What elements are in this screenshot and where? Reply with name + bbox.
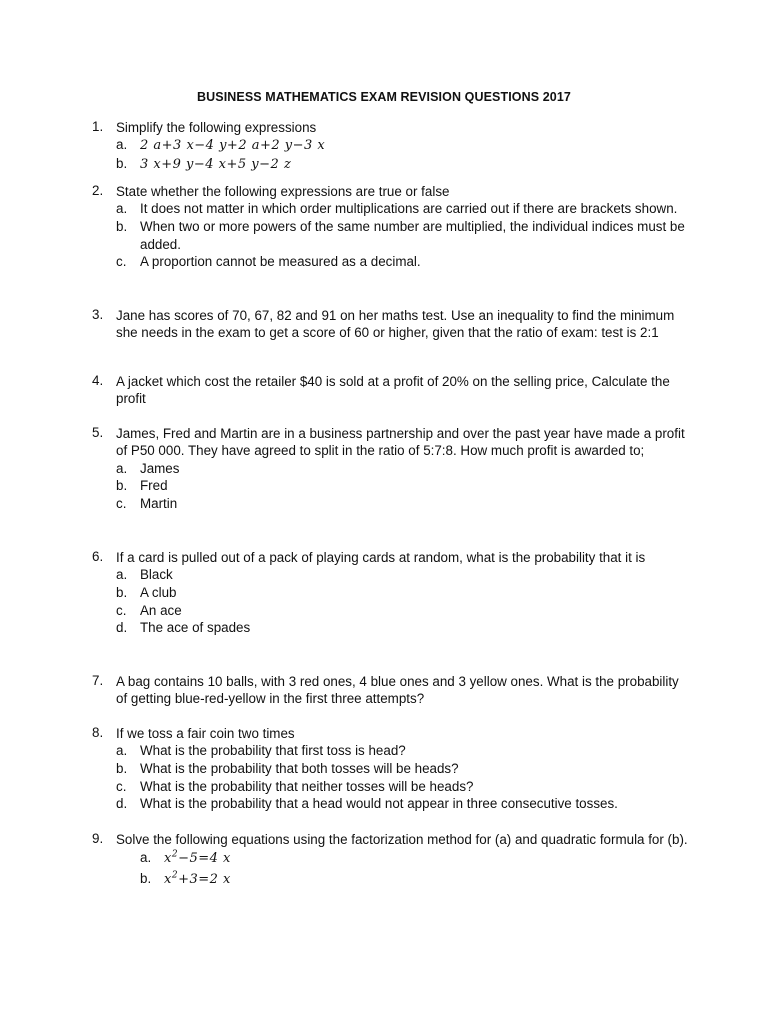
question-text: If we toss a fair coin two times <box>116 726 295 741</box>
question-text: If a card is pulled out of a pack of playing cards at random, what is the probability that it is <box>116 550 646 565</box>
sub-item: a. $x^2-5=4$ x <box>140 850 231 867</box>
expression: 3 x+9 y−4 x+5 y−2 z <box>140 157 292 172</box>
question-text: Solve the following equations using the factorization method for (a) and quadratic formula for (b). <box>116 832 688 847</box>
equation: $x^2+3=2$ x <box>164 871 231 888</box>
page-title: BUSINESS MATHEMATICS EXAM REVISION QUESTIONS 2017 <box>197 90 571 104</box>
question-number: 3. <box>92 307 104 322</box>
question-number: 5. <box>92 425 104 440</box>
expression: 2 a+3 x−4 y+2 a+2 y−3 x <box>140 138 326 154</box>
question-number: 9. <box>92 831 104 846</box>
question-text: Simplify the following expressions <box>116 120 317 135</box>
question-number: 8. <box>92 725 104 740</box>
question-number: 2. <box>92 183 104 198</box>
sub-item: b. 3 x+9 y−4 x+5 y−2 z <box>116 156 292 172</box>
question-1 <box>92 119 692 174</box>
question-6 <box>92 549 692 637</box>
sub-item: b. Fred <box>116 478 168 494</box>
sub-item: b. When two or more powers of the same number are multiplied, the individual indices must be added. <box>116 219 685 252</box>
question-8 <box>92 725 692 813</box>
question-text: State whether the following expressions are true or false <box>116 184 450 199</box>
sub-item: b. What is the probability that both tosses will be heads? <box>116 761 459 776</box>
sub-item: d. What is the probability that a head would not appear in three consecutive tosses. <box>116 796 618 812</box>
question-7 <box>92 673 692 708</box>
sub-item: b. A club <box>116 585 177 600</box>
sub-item: c. An ace <box>116 602 182 618</box>
sub-item: a. It does not matter in which order multiplications are carried out if there are brackets shown. <box>116 201 678 217</box>
sub-item: a. James <box>116 460 180 476</box>
question-text: James, Fred and Martin are in a business partnership and over the past year have made a profit of P50 000. They have agreed to split in the ratio of 5:7:8. How much profit is awarded to; <box>116 426 685 459</box>
sub-item: a. Black <box>116 567 173 583</box>
question-number: 7. <box>92 673 104 688</box>
question-3 <box>92 307 692 342</box>
question-text: A jacket which cost the retailer $40 is sold at a profit of 20% on the selling price, Calculate the profit <box>116 374 670 407</box>
question-2 <box>92 183 692 271</box>
question-number: 4. <box>92 373 104 388</box>
question-5 <box>92 425 692 513</box>
sub-item: c. A proportion cannot be measured as a decimal. <box>116 254 421 270</box>
sub-item: d. The ace of spades <box>116 620 251 636</box>
question-4 <box>92 373 692 408</box>
equation: $x^2-5=4$ x <box>164 850 231 867</box>
sub-item: b. $x^2+3=2$ x <box>140 871 231 888</box>
sub-item: a. What is the probability that first toss is head? <box>116 743 406 759</box>
question-number: 6. <box>92 549 104 564</box>
question-number: 1. <box>92 119 104 134</box>
question-text: Jane has scores of 70, 67, 82 and 91 on her maths test. Use an inequality to find the minimum she needs in the exam to get a score of 60 or higher, given that the ratio of exam: test is 2:1 <box>116 308 675 341</box>
question-text: A bag contains 10 balls, with 3 red ones, 4 blue ones and 3 yellow ones. What is the probability of getting blue-red-yellow in the first three attempts? <box>116 674 679 707</box>
sub-item: a. 2 a+3 x−4 y+2 a+2 y−3 x <box>116 137 326 154</box>
sub-item: c. What is the probability that neither tosses will be heads? <box>116 778 474 794</box>
sub-item: c. Martin <box>116 496 178 511</box>
question-9 <box>92 831 692 890</box>
